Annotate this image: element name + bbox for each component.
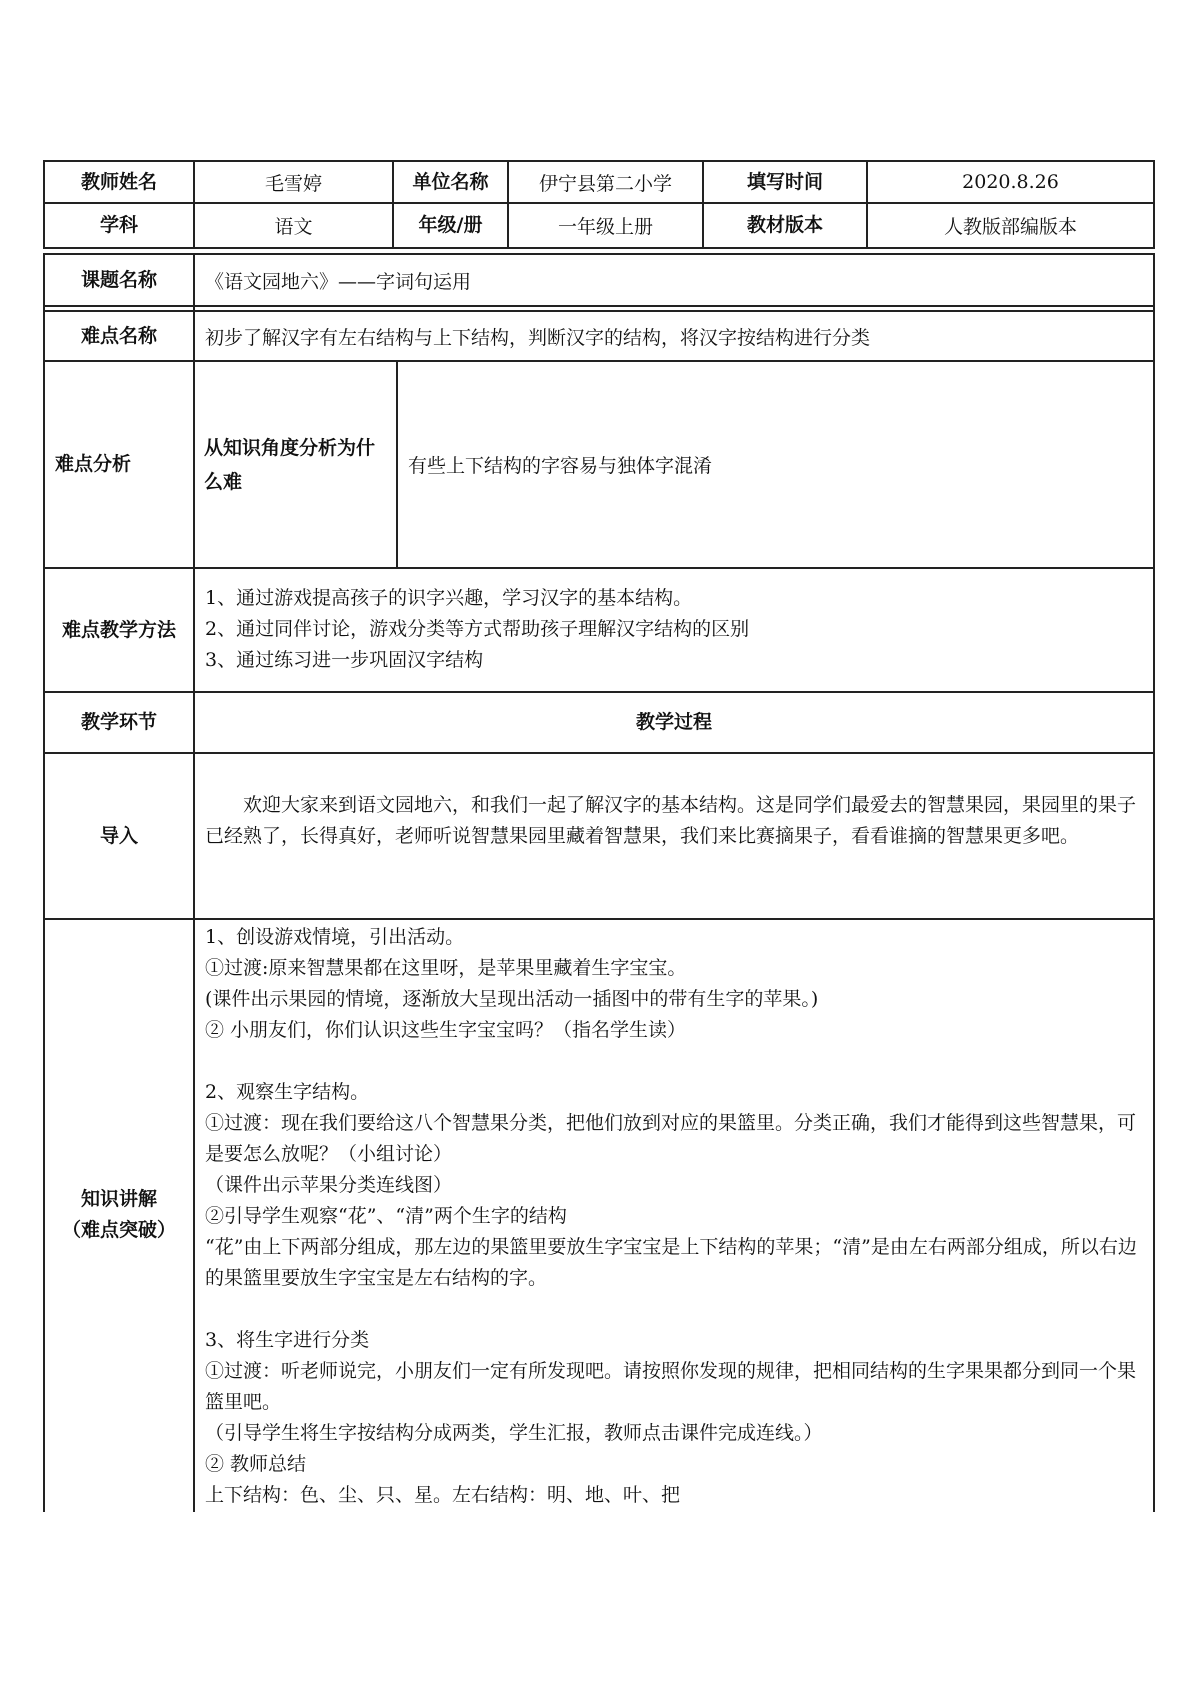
knowledge-p7: （课件出示苹果分类连线图） (205, 1174, 453, 1196)
knowledge-label-line1: 知识讲解 (80, 1188, 157, 1210)
rule-main-right (1153, 253, 1155, 1512)
knowledge-p1: 1、创设游戏情境，引出活动。 (205, 926, 465, 948)
rule-topic-bottom (43, 305, 1155, 307)
difficulty-value: 初步了解汉字有左右结构与上下结构，判断汉字的结构，将汉字按结构进行分类 (205, 326, 871, 349)
knowledge-p2: ①过渡:原来智慧果都在这里呀，是苹果里藏着生字宝宝。 (205, 957, 687, 979)
knowledge-p11: ①过渡：听老师说完，小朋友们一定有所发现吧。请按照你发现的规律，把相同结构的生字果果都分到同一个果篮里吧。 (205, 1360, 1137, 1413)
knowledge-p9: “花”由上下两部分组成，那左边的果篮里要放生字宝宝是上下结构的苹果；“清”是由左右两部分组成，所以右边的果篮里要放生字宝宝是左右结构的字。 (205, 1236, 1137, 1289)
analysis-sub-label: 从知识角度分析为什么难 (204, 436, 376, 493)
knowledge-spacer-1 (205, 1046, 1140, 1077)
method-line-3: 3、通过练习进一步巩固汉字结构 (205, 649, 484, 671)
knowledge-p12: （引导学生将生字按结构分成两类，学生汇报，教师点击课件完成连线。） (205, 1422, 823, 1444)
grade-value: 一年级上册 (557, 216, 653, 238)
knowledge-p13: ② 教师总结 (205, 1453, 307, 1475)
edition-label: 教材版本 (746, 214, 823, 236)
analysis-label: 难点分析 (55, 453, 132, 475)
unit-name-label: 单位名称 (412, 170, 489, 193)
rule-header-v6 (1153, 160, 1155, 249)
teacher-name-value: 毛雪婷 (264, 172, 322, 195)
difficulty-label: 难点名称 (80, 324, 157, 347)
grade-label: 年级/册 (418, 214, 483, 236)
rule-header-bottom (43, 247, 1155, 249)
knowledge-label-line2: （难点突破） (61, 1219, 176, 1241)
knowledge-p4: ② 小朋友们，你们认识这些生字宝宝吗？（指名学生读） (205, 1019, 687, 1041)
subject-value: 语文 (274, 216, 313, 238)
knowledge-p8: ②引导学生观察“花”、“清”两个生字的结构 (205, 1205, 567, 1227)
knowledge-spacer-2 (205, 1294, 1140, 1325)
knowledge-p10: 3、将生字进行分类 (205, 1329, 370, 1351)
subject-label: 学科 (99, 214, 138, 236)
fill-time-value: 2020.8.26 (962, 171, 1059, 193)
intro-paragraph: 欢迎大家来到语文园地六，和我们一起了解汉字的基本结构。这是同学们最爱去的智慧果园，果园里的果子已经熟了，长得真好，老师听说智慧果园里藏着智慧果，我们来比赛摘果子，看看谁摘的智慧果更多吧。 (205, 794, 1137, 847)
method-line-2: 2、通过同伴讨论，游戏分类等方式帮助孩子理解汉字结构的区别 (205, 618, 750, 640)
intro-label: 导入 (99, 824, 138, 847)
rule-analysis-bottom (43, 567, 1155, 569)
knowledge-text (205, 922, 1140, 1511)
knowledge-label (45, 920, 193, 1510)
analysis-value: 有些上下结构的字容易与独体字混淆 (408, 455, 713, 477)
method-label: 难点教学方法 (61, 618, 176, 641)
unit-name-value: 伊宁县第二小学 (538, 172, 672, 195)
rule-analysis-divider (396, 360, 398, 569)
edition-value: 人教版部编版本 (943, 216, 1077, 238)
knowledge-p5: 2、观察生字结构。 (205, 1081, 370, 1103)
method-lines (205, 583, 1145, 676)
rule-process-header-bottom (43, 752, 1155, 754)
topic-value: 《语文园地六》——字词句运用 (205, 270, 472, 293)
method-line-1: 1、通过游戏提高孩子的识字兴趣，学习汉字的基本结构。 (205, 587, 693, 609)
knowledge-p3: (课件出示果园的情境，逐渐放大呈现出活动一插图中的带有生字的苹果。) (205, 988, 819, 1010)
teacher-name-label: 教师姓名 (80, 170, 157, 193)
process-content-header: 教学过程 (635, 711, 712, 733)
rule-intro-bottom (43, 918, 1155, 920)
intro-text (205, 790, 1140, 852)
topic-label: 课题名称 (80, 268, 157, 291)
fill-time-label: 填写时间 (746, 170, 823, 193)
knowledge-p14: 上下结构：色、尘、只、星。左右结构：明、地、叶、把 (205, 1484, 681, 1506)
rule-main-divider (193, 253, 195, 1512)
knowledge-p6: ①过渡：现在我们要给这八个智慧果分类，把他们放到对应的果篮里。分类正确，我们才能得到这些智慧果，可是要怎么放呢？（小组讨论） (205, 1112, 1137, 1165)
process-step-header: 教学环节 (80, 711, 157, 733)
